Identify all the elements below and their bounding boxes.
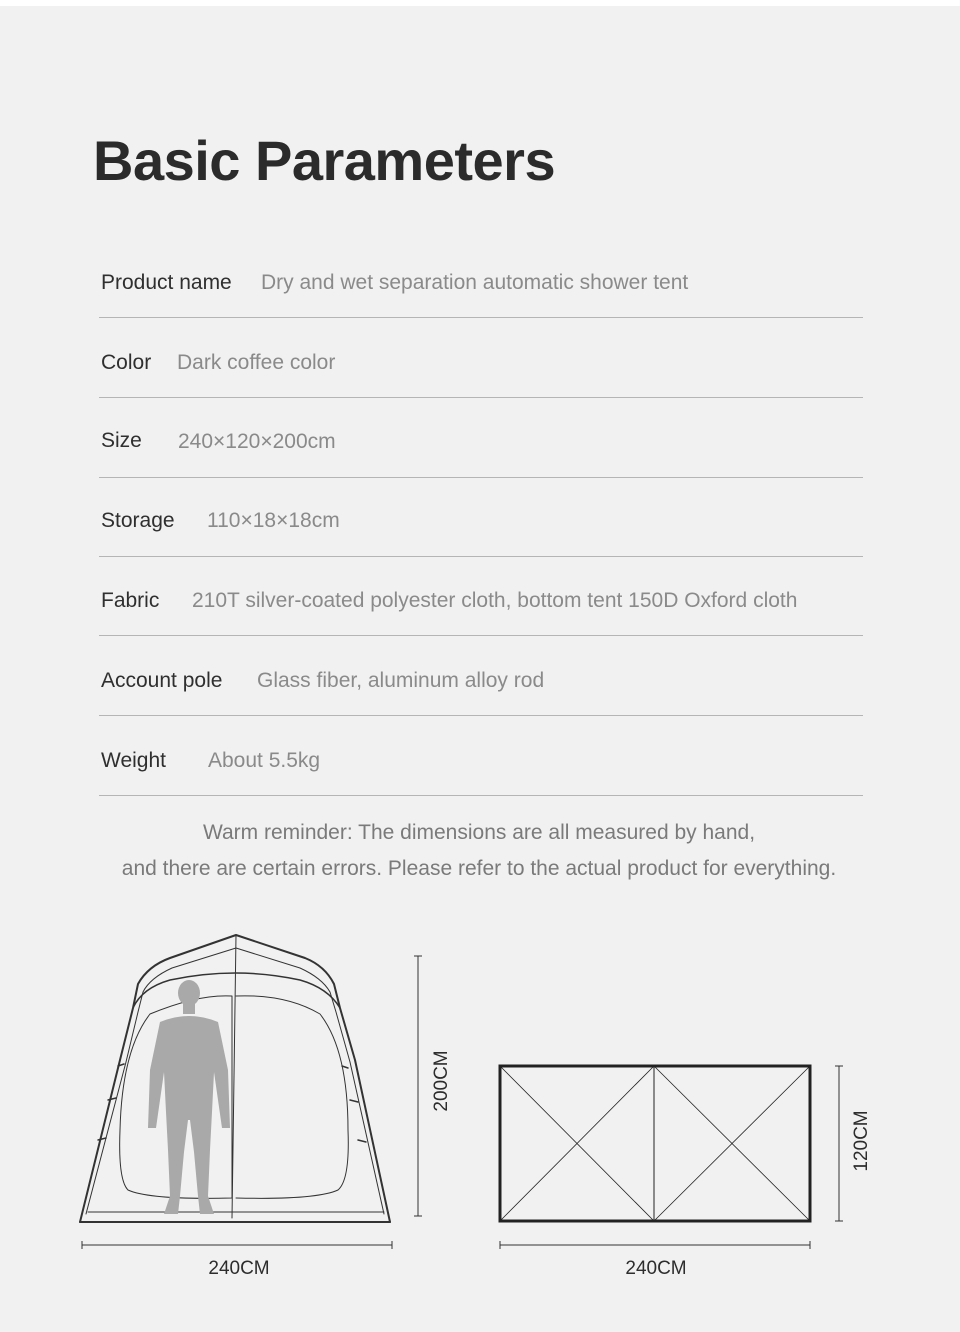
- param-value: 210T silver-coated polyester cloth, bottom tent 150D Oxford cloth: [192, 589, 798, 612]
- height-dimension-line: [414, 956, 422, 1216]
- floor-width-label: 240CM: [625, 1258, 687, 1279]
- param-label: Color: [101, 351, 152, 374]
- param-label: Product name: [101, 271, 232, 294]
- tent-front-view: [80, 935, 390, 1222]
- param-label: Weight: [101, 749, 166, 772]
- floor-width-dimension-line: [500, 1241, 810, 1249]
- param-value: Glass fiber, aluminum alloy rod: [257, 669, 545, 692]
- param-value: Dry and wet separation automatic shower tent: [261, 271, 689, 294]
- reminder-line-2: and there are certain errors. Please refer to the actual product for everything.: [121, 857, 837, 880]
- param-value: About 5.5kg: [208, 749, 321, 772]
- param-value: 240×120×200cm: [178, 430, 336, 453]
- param-value: 110×18×18cm: [207, 509, 340, 532]
- floor-depth-label: 120CM: [851, 1110, 872, 1172]
- param-label: Size: [101, 429, 142, 452]
- reminder-line-1: Warm reminder: The dimensions are all measured by hand,: [202, 821, 756, 844]
- param-label: Account pole: [101, 669, 223, 692]
- person-silhouette: [148, 980, 230, 1214]
- front-width-dimension-line: [82, 1241, 392, 1249]
- param-label: Fabric: [101, 589, 160, 612]
- front-width-label: 240CM: [208, 1258, 270, 1279]
- page-title: Basic Parameters: [93, 129, 556, 192]
- param-value: Dark coffee color: [177, 351, 336, 374]
- depth-dimension-line: [835, 1066, 843, 1221]
- front-height-label: 200CM: [431, 1050, 452, 1112]
- tent-floor-plan: [500, 1066, 810, 1221]
- param-label: Storage: [101, 509, 175, 532]
